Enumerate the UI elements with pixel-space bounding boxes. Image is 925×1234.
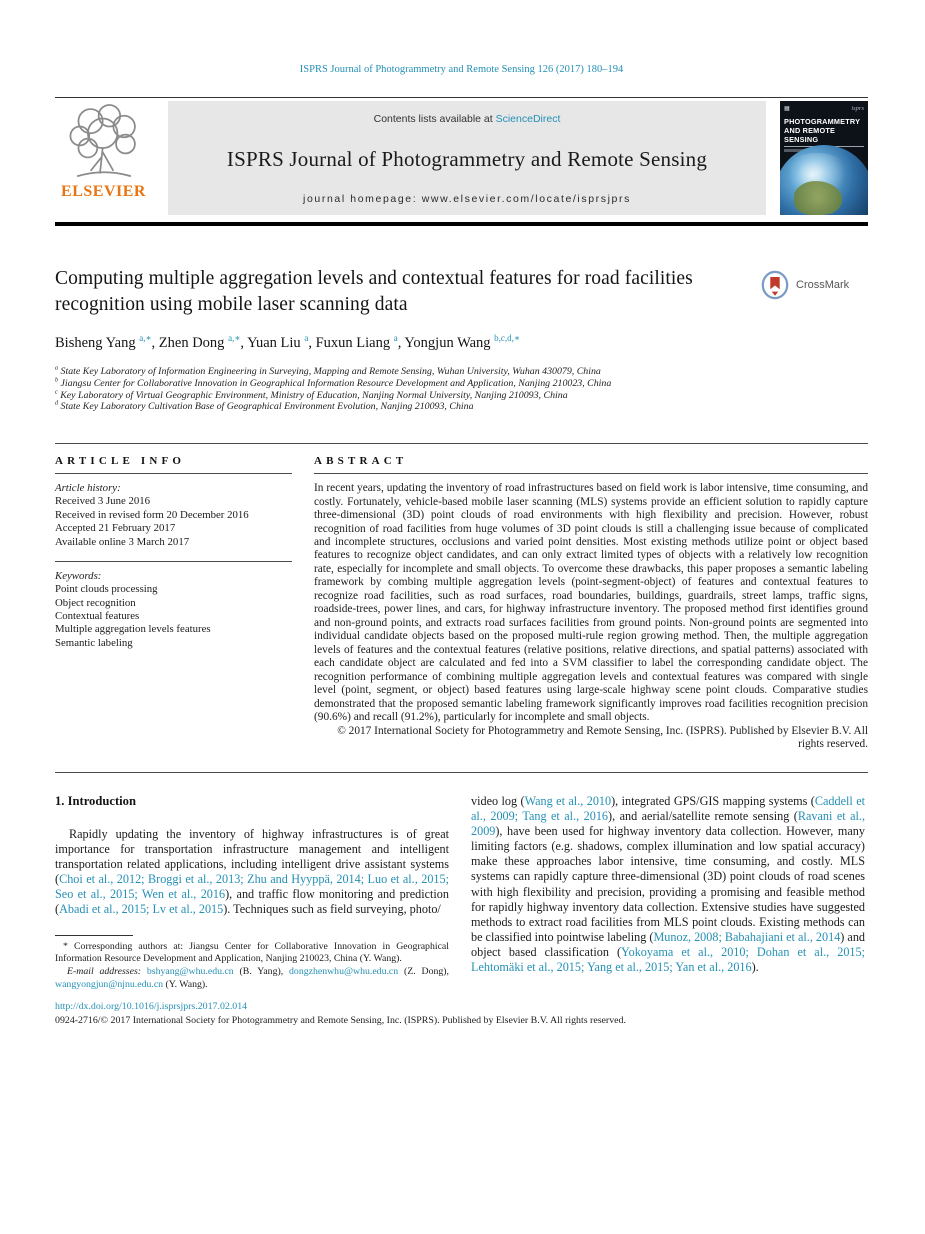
text-segment: (Y. Wang).	[163, 979, 208, 991]
author-affil-ref[interactable]: a,∗	[139, 333, 152, 344]
abstract-text: In recent years, updating the inventory of road infrastructures based on field work is labor intensive, time consuming, and costly. Fortunately, vehicle-based mobile laser scanning (MLS) systems provide an efficient solution to rapidly capture three-dimensional (3D) point clouds of road environments with high flexibility and precision. However, robust recognition of road facilities from huge volumes of 3D point clouds is still a challenging issue because of complicated and incomplete structures, occlusions and varied point densities. Most existing methods utilize point or object based features to recognize object candidates, and can only extract limited types of objects with a relatively low recognition rate, especially for incomplete and small objects. To overcome these drawbacks, this paper proposes a semantic labeling framework by combing multiple aggregation levels (point-segment-object) of features and contextual features to recognize road facilities, such as road surfaces, road boundaries, buildings, guardrails, street lamps, traffic signs, roadside-trees, power lines, and cars, for highway infrastructure inventory. The proposed method first identifies ground and non-ground points, and extracts road surfaces facilities from ground points. Non-ground points are segmented into individual candidate objects based on the proposed multi-rule region growing method. Then, the multiple aggregation levels of features and the contextual features (relative positions, relative directions, and spatial patterns) associated with each candidate object are calculated and fed into a SVM classifier to label the corresponding candidate object. The recognition performance of combining multiple aggregation levels and contextual features was compared with single level (point, segment, or object) based features using large-scale highway scene point clouds. Comparative studies demonstrated that the proposed semantic labeling framework significantly improves road facilities recognition precision (90.6%) and recall (91.2%), particularly for incomplete and small objects.	[314, 482, 868, 724]
header-rule	[55, 97, 868, 98]
body-column-right	[471, 794, 865, 992]
author-affil-ref[interactable]: b,c,d,∗	[494, 333, 520, 344]
affiliation	[55, 390, 868, 402]
citation-link[interactable]: Munoz, 2008; Babahajiani et al., 2014	[653, 929, 841, 944]
doi-link[interactable]: http://dx.doi.org/10.1016/j.isprsjprs.2017.02.014	[55, 1001, 248, 1013]
article-title: Computing multiple aggregation levels and contextual features for road facilities recognition using mobile laser scanning data	[55, 267, 693, 316]
earth-image	[780, 145, 868, 215]
affiliation-text: State Key Laboratory Cultivation Base of Geographical Environment Evolution, Nanjing 210093, China	[60, 401, 474, 413]
elsevier-wordmark: ELSEVIER	[61, 183, 146, 200]
text-segment: Bisheng Yang	[55, 335, 140, 352]
text-segment: ). Techniques such as field surveying, photo/	[223, 902, 441, 917]
text-segment: ), have been used for highway inventory data collection. However, many limiting factors (e.g. shadows, complex illumination and low spatial accuracy) make these approaches labor intensive, time consuming, and costly. MLS systems can rapidly capture three-dimensional (3D) point clouds of road scenes with high flexibility and precision, providing a promising and feasible method for rapidly highway inventory data collection. Extensive studies have suggested methods to extract road facilities from MLS point clouds. Existing methods can be classified into pointwise labeling (	[471, 824, 865, 944]
isprs-logo: isprs	[851, 105, 864, 112]
text-segment: video log (	[471, 793, 525, 808]
affiliation	[55, 378, 868, 390]
crossmark-icon	[760, 270, 790, 300]
text-segment: ).	[751, 960, 759, 975]
affiliation-marker: a	[55, 366, 59, 373]
article-info-heading: ARTICLE INFO	[55, 455, 186, 468]
abstract-heading: ABSTRACT	[314, 455, 408, 468]
text-segment: (Z. Dong),	[398, 966, 449, 978]
crossmark-label: CrossMark	[796, 278, 850, 291]
rule	[55, 473, 292, 474]
affiliations	[55, 366, 868, 413]
text-segment: ) and object based classification (	[471, 929, 866, 959]
affiliation-marker: c	[55, 389, 58, 396]
affiliation	[55, 366, 868, 378]
contents-line	[176, 113, 758, 125]
header-citation: ISPRS Journal of Photogrammetry and Remote Sensing 126 (2017) 180–194	[299, 64, 624, 75]
citation-link[interactable]: Choi et al., 2012; Broggi et al., 2013; Zhu and Hyyppä, 2014; Luo et al., 2015; Seo et al., 2015; Wen et al., 2016	[55, 872, 449, 902]
keyword: Object recognition	[55, 596, 136, 609]
text-segment: ), and traffic flow monitoring and prediction (	[55, 887, 449, 917]
abstract-copyright: © 2017 International Society for Photogrammetry and Remote Sensing, Inc. (ISPRS). Published by Elsevier B.V. All rights reserved.	[337, 724, 868, 751]
corresponding-author-note: * Corresponding authors at: Jiangsu Center for Collaborative Innovation in Geographical Information Resource Development and Application, Nanjing 210023, China (Y. Wang).	[55, 940, 449, 965]
text-segment: , Yuan Liu	[240, 335, 305, 352]
journal-cover-thumbnail[interactable]	[780, 101, 868, 215]
keyword: Multiple aggregation levels features	[55, 623, 211, 636]
issn-copyright-line: 0924-2716/© 2017 International Society for Photogrammetry and Remote Sensing, Inc. (ISPRS). Published by Elsevier B.V. All rights reserved.	[55, 1015, 626, 1027]
masthead-divider	[55, 222, 868, 226]
footnote-rule	[55, 935, 133, 936]
article-history-label: Article history:	[55, 482, 121, 495]
text-segment: (B. Yang),	[233, 966, 290, 978]
author-affil-ref[interactable]: a,∗	[228, 333, 241, 344]
footnote-block	[55, 935, 449, 993]
abstract-bottom-rule	[55, 772, 868, 773]
text-segment: ), integrated GPS/GIS mapping systems (	[611, 793, 815, 808]
abstract-panel	[314, 455, 868, 752]
section-heading-introduction: 1. Introduction	[55, 793, 136, 808]
citation-link[interactable]: Yokoyama et al., 2010; Dohan et al., 2015; Lehtomäki et al., 2015; Yang et al., 2015; Yan et al., 2016	[471, 945, 865, 975]
affiliation-marker: d	[55, 401, 59, 408]
page-footer	[55, 1000, 868, 1028]
journal-banner	[55, 101, 868, 215]
citation-link[interactable]: Abadi et al., 2015; Lv et al., 2015	[59, 902, 224, 917]
article-info-panel	[55, 455, 292, 752]
text-segment: Rapidly updating the inventory of highway infrastructures is of great importance for transportation infrastructure management and intelligent transportation related applications, including intelligent drive assistant systems (	[55, 826, 449, 887]
rule	[314, 473, 868, 474]
authors-line	[55, 335, 868, 352]
crossmark-button[interactable]	[760, 270, 868, 300]
cover-title-line2: AND REMOTE SENSING	[784, 126, 836, 145]
affiliation-text: Key Laboratory of Virtual Geographic Environment, Ministry of Education, Nanjing Normal University, Nanjing 210093, China	[60, 389, 568, 401]
history-line: Received in revised form 20 December 2016	[55, 508, 249, 521]
elsevier-logo[interactable]	[55, 101, 152, 215]
text-segment: , Zhen Dong	[151, 335, 229, 352]
body-columns	[55, 794, 868, 992]
keyword: Point clouds processing	[55, 583, 158, 596]
citation-link[interactable]: Caddell et al., 2009; Tang et al., 2016	[471, 793, 865, 823]
affiliation	[55, 401, 868, 413]
contents-text: Contents lists available at	[373, 113, 496, 125]
citation-link[interactable]: Ravani et al., 2009	[471, 808, 865, 838]
author-affil-ref[interactable]: a	[393, 333, 398, 344]
body-column-left	[55, 794, 449, 992]
affiliation-marker: b	[55, 377, 59, 384]
author-affil-ref[interactable]: a	[304, 333, 309, 344]
keyword: Semantic labeling	[55, 636, 133, 649]
sciencedirect-link[interactable]: ScienceDirect	[495, 113, 561, 125]
keywords-label: Keywords:	[55, 569, 102, 582]
journal-masthead	[168, 101, 766, 215]
cover-title-line1: PHOTOGRAMMETRY	[784, 117, 861, 126]
keyword: Contextual features	[55, 610, 140, 623]
elsevier-tree-icon	[61, 103, 147, 185]
history-line: Accepted 21 February 2017	[55, 522, 176, 535]
journal-homepage-link[interactable]: journal homepage: www.elsevier.com/locate/isprsjprs	[303, 193, 631, 205]
cover-emblem-icon: ▦	[784, 106, 790, 112]
affiliation-text: Jiangsu Center for Collaborative Innovation in Geographical Information Resource Development and Application, Nanjing 210023, China	[60, 378, 612, 389]
intro-paragraph-right	[471, 794, 865, 976]
intro-paragraph-left	[55, 827, 449, 918]
email-addresses-line	[55, 966, 449, 992]
journal-title: ISPRS Journal of Photogrammetry and Remote Sensing	[226, 146, 708, 171]
cover-header	[784, 105, 864, 117]
text-segment: , Fuxun Liang	[308, 335, 394, 352]
text-segment: , Yongjun Wang	[397, 335, 495, 352]
email-link[interactable]: dongzhenwhu@whu.edu.cn	[289, 966, 399, 978]
history-line: Received 3 June 2016	[55, 495, 151, 508]
text-segment: E-mail addresses:	[67, 966, 147, 978]
email-link[interactable]: wangyongjun@njnu.edu.cn	[55, 979, 164, 991]
info-abstract-block	[55, 443, 868, 772]
email-link[interactable]: bshyang@whu.edu.cn	[146, 966, 234, 978]
rule	[55, 561, 292, 562]
cover-title	[784, 117, 864, 147]
affiliation-text: State Key Laboratory of Information Engineering in Surveying, Mapping and Remote Sensing, Wuhan University, Wuhan 430079, China	[60, 366, 601, 378]
history-line: Available online 3 March 2017	[55, 535, 190, 548]
text-segment: ), and aerial/satellite remote sensing (	[608, 808, 798, 823]
citation-link[interactable]: Wang et al., 2010	[524, 793, 612, 808]
